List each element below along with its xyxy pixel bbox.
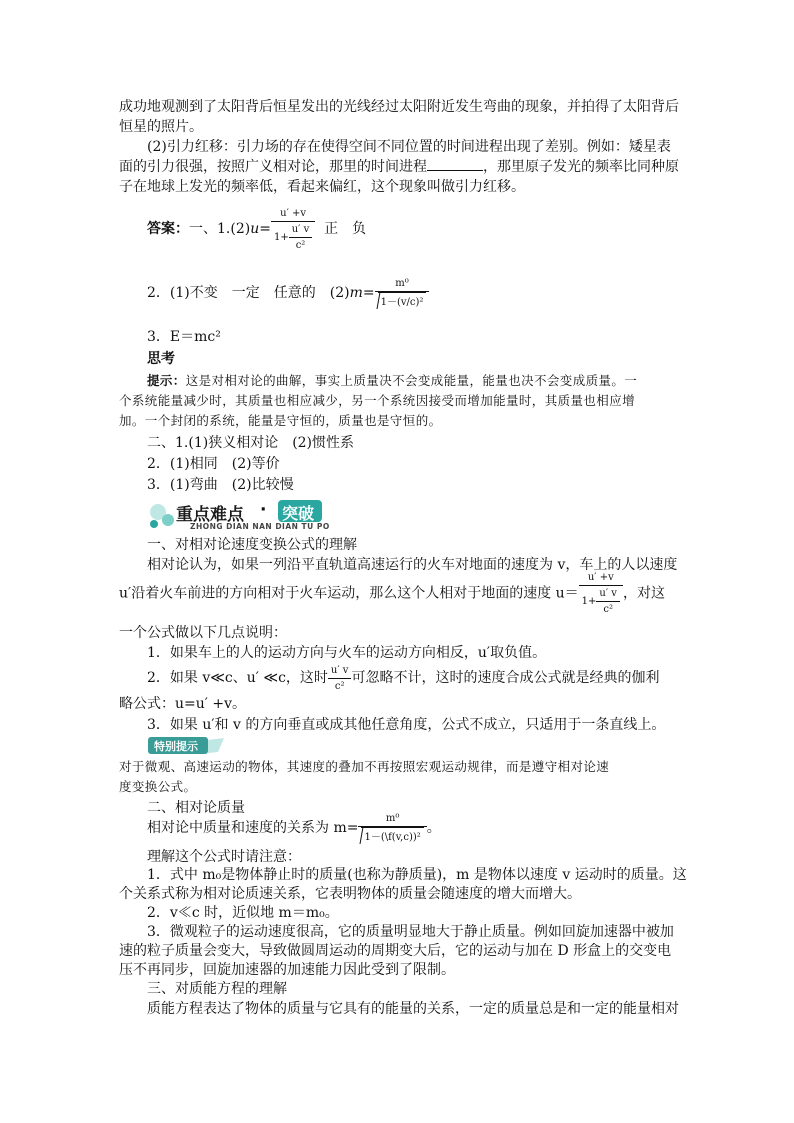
inner-den: c² [289, 237, 313, 253]
list-item: 1．式中 m₀是物体静止时的质量(也称为静质量)，m 是物体以速度 v 运动时的质量。这 [147, 867, 687, 883]
text-span: 可忽略不计，这时的速度合成公式就是经典的伽利 [351, 670, 660, 686]
text-line: 速的粒子质量会变大，导致做圆周运动的周期变大后，它的运动与加在 D 形盒上的交变电 [119, 943, 672, 959]
think-title: 思考 [147, 351, 175, 367]
tip-line [147, 372, 637, 390]
badge-label: 特别提示 [154, 740, 198, 753]
section-heading: 一、对相对论速度变换公式的理解 [147, 537, 357, 553]
list-item: 3．微观粒子的运动速度很高，它的质量明显地大于静止质量。例如回旋加速器中被加 [147, 924, 674, 940]
text-span: 2．如果 v≪c、u′ ≪c，这时 [147, 670, 328, 686]
sqrt-term: 1－(\f(v,c))² [361, 827, 423, 845]
eq-sign: = [362, 285, 375, 301]
eq-sign: = [259, 221, 271, 237]
den-one-plus: 1+ [581, 596, 597, 607]
formula-line [147, 808, 441, 848]
text-line: 子在地球上发光的频率低，看起来偏红，这个现象叫做引力红移。 [119, 179, 525, 195]
inner-fraction [289, 222, 313, 253]
inner-den: c² [596, 601, 620, 617]
frac-numerator: u′ +v [587, 572, 614, 583]
note-line: 对于微观、高速运动的物体，其速度的叠加不再按照宏观运动规律，而是遵守相对论速 [119, 759, 610, 774]
frac-denominator [375, 291, 430, 310]
var-m: m [349, 285, 363, 301]
answer-prefix-2: 2．(1)不变 一定 任意的 (2) [147, 285, 350, 301]
answer-label: 答案： [147, 221, 189, 237]
inner-fraction [596, 586, 620, 617]
section-heading: 三、对质能方程的理解 [147, 981, 287, 997]
text-line: 相对论认为，如果一列沿平直轨道高速运行的火车对地面的速度为 v，车上的人以速度 [147, 557, 678, 573]
answer-line: 2．(1)相同 (2)等价 [147, 456, 280, 472]
text-line: 理解这个公式时请注意： [147, 849, 301, 865]
answer-line: 3．(1)弯曲 (2)比较慢 [147, 477, 294, 493]
text-span: 相对论中质量和速度的关系为 m= [147, 820, 359, 836]
tip-line: 加。一个封闭的系统，能量是守恒的，质量也是守恒的。 [119, 413, 442, 428]
frac-numerator: m⁰ [395, 278, 409, 289]
answer-prefix: 一、1.(2) [189, 221, 251, 237]
frac-denominator [358, 826, 426, 845]
text-line: 成功地观测到了太阳背后恒星发出的光线经过太阳附近发生弯曲的现象，并拍得了太阳背后 [119, 99, 679, 115]
text-line: 略公式：u=u′ +v。 [119, 696, 247, 712]
text-line: 个关系式称为相对论质速关系，它表明物体的质量会随速度的增大而增大。 [119, 886, 581, 902]
frac-numerator: m⁰ [385, 813, 400, 824]
banner-title: 重点难点 [176, 505, 244, 525]
answer-tail: 正 负 [324, 221, 367, 237]
sqrt-term: 1－(v/c)² [378, 292, 427, 310]
list-item [147, 660, 659, 696]
text-line: 一个公式做以下几点说明： [119, 625, 287, 641]
inner-num: u′ v [599, 588, 617, 599]
note-line: 度变换公式。 [119, 779, 197, 794]
banner-highlight: 突破 [282, 504, 315, 523]
text-line: 面的引力很强，按照广义相对论，那里的时间进程 ，那里原子发光的频率比同种原 [119, 159, 679, 175]
velocity-fraction [271, 206, 315, 253]
text-line: 压不再同步，回旋加速器的加速能力因此受到了限制。 [119, 962, 455, 978]
frac-denominator [271, 221, 315, 253]
frac-numerator: u′ +v [280, 207, 307, 219]
list-item: 1．如果车上的人的运动方向与火车的运动方向相反，u′取负值。 [147, 645, 547, 661]
text-span: ，对这 [622, 585, 665, 602]
mass-fraction [375, 276, 430, 310]
answer-line: 二、1.(1)狭义相对论 (2)惯性系 [147, 435, 355, 451]
tip-text: 这是对相对论的曲解，事实上质量决不会变成能量，能量也决不会变成质量。一 [185, 373, 638, 388]
ratio-fraction [328, 663, 352, 694]
fill-blank [427, 158, 483, 171]
tip-label: 提示： [147, 373, 186, 388]
answer-line-3: 3．E＝mc² [147, 329, 221, 345]
text-line: (2)引力红移：引力场的存在使得空间不同位置的时间进程出现了差别。例如：矮星表 [147, 139, 671, 155]
banner-dot: · [260, 500, 267, 520]
den-one-plus: 1+ [273, 231, 289, 243]
list-item: 3．如果 u′和 v 的方向垂直或成其他任意角度，公式不成立，只适用于一条直线上。 [147, 717, 666, 733]
special-note-badge [148, 736, 228, 756]
frac-denominator: c² [328, 678, 352, 694]
frac-denominator [579, 585, 623, 617]
inner-num: u′ v [291, 223, 310, 235]
list-item: 2．v≪c 时，近似地 m＝m₀。 [147, 905, 339, 921]
text-line: 恒星的照片。 [119, 119, 203, 135]
section-banner [148, 498, 338, 532]
frac-numerator: u′ v [330, 664, 349, 676]
mass-fraction [358, 811, 426, 845]
text-span: u′沿着火车前进的方向相对于火车运动，那么这个人相对于地面的速度 u＝ [119, 585, 579, 602]
answer-line-2 [147, 268, 429, 318]
tip-line: 个系统能量减少时，其质量也相应减少，另一个系统因接受而增加能量时，其质量也相应增 [119, 393, 636, 408]
velocity-fraction [579, 570, 623, 617]
text-line: 质能方程表达了物体的质量与它具有的能量的关系，一定的质量总是和一定的能量相对 [147, 1001, 679, 1017]
text-line [119, 570, 665, 616]
var-u: u [250, 221, 260, 237]
banner-pinyin: ZHONG DIAN NAN DIAN TU PO [190, 522, 330, 531]
text-span: 。 [426, 820, 441, 836]
section-heading: 二、相对论质量 [147, 800, 245, 816]
answer-line-1 [147, 205, 366, 253]
